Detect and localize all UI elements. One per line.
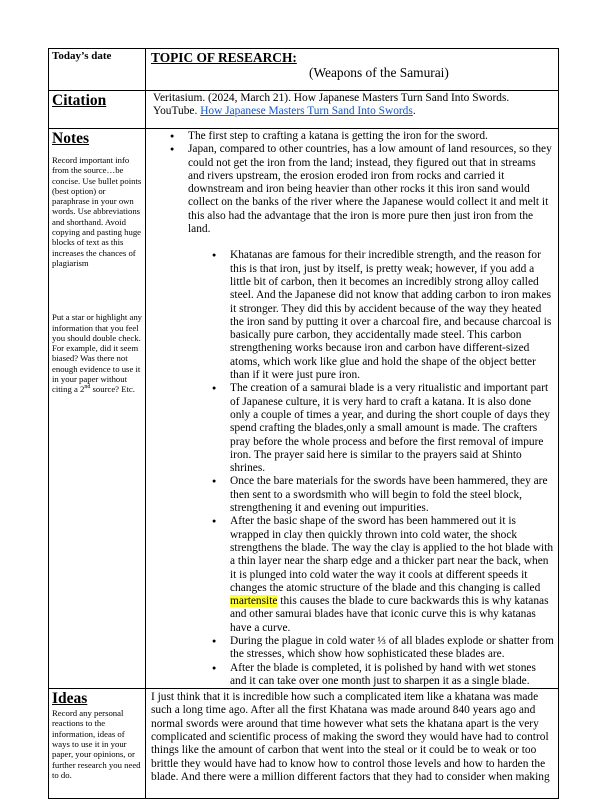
research-table	[48, 48, 559, 799]
quench-text-end: this causes the blade to cure backwards this is why katanas and other samurai blades have that iconic curve this is why katanas have a curve.	[230, 595, 549, 634]
list-item: ● After the blade is completed, it is polished by hand with wet stones and it can take over one month just to sharpen it as a single blade.	[146, 662, 554, 689]
citation-heading: Citation	[52, 92, 107, 109]
star-note-superscript: nd	[84, 384, 91, 391]
topic-row	[49, 49, 559, 91]
star-note-text: Put a star or highlight any information that you feel you should double check. For example, did it seem biased? Was there not enough evidence to use it in your paper without citing a 2	[52, 312, 143, 395]
notes-heading: Notes	[52, 130, 90, 147]
star-note	[52, 312, 142, 394]
list-item: ● Khatanas are famous for their incredible strength, and the reason for this is that iron, just by itself, is pretty weak; however, if you add a little bit of carbon, then it becomes an incredibly strong alloy called steel. And the Japanese did not know that adding carbon to iron makes it stronger. They did this by accident because of the way they heated the iron sand by putting it over a charcoal fire, and because charcoal is basically pure carbon, they accidentally made steel. This carbon strengthening works because iron and carbon have different-sized atoms, which work like glue and hold the shape of the object better than if it were just pure iron.	[146, 249, 554, 382]
notes-sub-bullet-list	[146, 249, 554, 688]
star-note-end: source? Etc.	[90, 384, 135, 395]
list-item: ● Once the bare materials for the swords have been hammered, they are then sent to a swordsmith who will begin to fold the steel block, strengthening it and evening out impurities.	[146, 475, 554, 515]
ideas-heading: Ideas	[52, 690, 88, 708]
list-item: ● Japan, compared to other countries, has a low amount of land resources, so they could not get the iron from the land; instead, they figured out that in streams and rivers upstream, the erosion eroded iron from rocks and carried it downstream and iron being heavier than other rocks it this iron sand would collect on the banks of the river where the Japanese would collect it and melt it this also had the advantage that the iron is more pure then just iron from the land.	[146, 143, 554, 236]
ideas-instructions: Record any personal reactions to the information, ideas of ways to use it in your paper, your opinions, or further research you need to do.	[52, 708, 141, 780]
list-item-quenching	[146, 515, 554, 635]
highlighted-term: martensite	[230, 595, 278, 608]
topic-cell	[146, 49, 559, 91]
citation-reference: Veritasium. (2024, March 21). How Japanese Masters Turn Sand Into Swords. YouTube.	[153, 92, 510, 118]
citation-row	[49, 91, 559, 129]
citation-link[interactable]: How Japanese Masters Turn Sand Into Swords	[200, 105, 413, 118]
citation-text	[151, 92, 554, 119]
citation-end: .	[412, 105, 416, 118]
quench-text: After the basic shape of the sword has been hammered out it is wrapped in clay then quickly thrown into cold water, the shock strengthens the blade. The way the clay is applied to the hot blade with a thin layer near the sharp edge and a thicker part near the back, when it is plunged into cold water the way it cools at different speeds it changes the atomic structure of the blade and this changing is called	[230, 515, 554, 594]
research-notes-sheet	[48, 48, 559, 799]
notes-label-cell	[49, 129, 146, 689]
date-cell	[49, 49, 146, 91]
citation-label-cell	[49, 91, 146, 129]
topic-subject: (Weapons of the Samurai)	[309, 65, 449, 80]
notes-instructions: Record important info from the source…be concise. Use bullet points (best option) or paraphrase in your own words. Use abbreviations and shorthand. Avoid copying and pasting huge blocks of text as this increases the chances of plagiarism	[52, 155, 142, 268]
list-item: ● The creation of a samurai blade is a very ritualistic and important part of Japanese culture, it is very hard to craft a katana. It is also done only a couple of times a year, and during the short couple of days they spend crafting the blades,only a small amount is made. The crafters pray before the whole process and before the first removal of impure iron. The prayer said here is similar to the prayers said at Shinto shrines.	[146, 382, 554, 475]
notes-content-cell	[146, 129, 559, 689]
ideas-row	[49, 689, 559, 799]
ideas-cell	[146, 689, 559, 799]
topic-title: TOPIC OF RESEARCH:	[151, 50, 297, 65]
list-item: ● The first step to crafting a katana is getting the iron for the sword.	[146, 130, 554, 143]
notes-row	[49, 129, 559, 689]
ideas-label-cell	[49, 689, 146, 799]
ideas-text: I just think that it is incredible how such a complicated item like a khatana was made such a long time ago. After all the first Khatana was made around 840 years ago and normal swords were around that time however what sets the khatana apart is the very complicated and scientific process of making the sword they would have had to control things like the amount of carbon that went into the steal or it could be to weak or too brittle they would have had to know how to control those levels and how to harden the blade. And there were a million different factors that they had to consider when making	[151, 691, 550, 783]
notes-bullet-list	[146, 130, 554, 236]
citation-cell	[146, 91, 559, 129]
date-label: Today’s date	[52, 50, 112, 62]
list-item: ● During the plague in cold water ⅓ of all blades explode or shatter from the stresses, which show how sophisticated these blades are.	[146, 635, 554, 662]
